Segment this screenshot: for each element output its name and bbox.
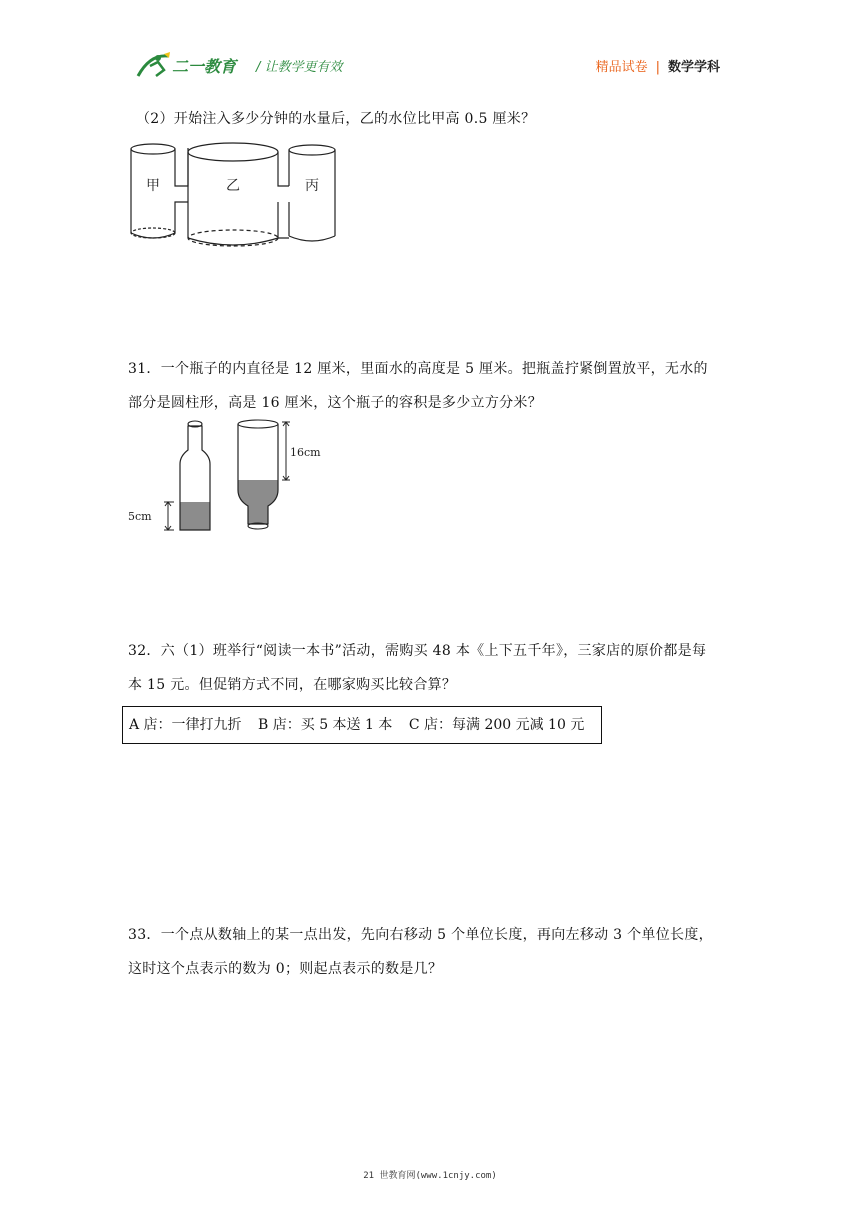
shop-a-offer: A 店：一律打九折	[129, 717, 242, 733]
container-yi-label: 乙	[226, 178, 240, 194]
brand-name: 二一教育	[172, 57, 237, 76]
question-31-line-2: 部分是圆柱形，高是 16 厘米，这个瓶子的容积是多少立方分米？	[128, 395, 543, 411]
bottle-figure	[128, 418, 328, 534]
question-30-2-text: （2）开始注入多少分钟的水量后，乙的水位比甲高 0.5 厘米？	[136, 111, 536, 127]
three-containers-figure	[128, 140, 338, 250]
question-32-line-1: 32．六（1）班举行“阅读一本书”活动，需购买 48 本《上下五千年》，三家店的原价都是每	[128, 643, 707, 659]
shop-b-offer: B 店：买 5 本送 1 本	[258, 717, 393, 733]
header-separator: |	[655, 60, 660, 75]
shop-c-offer: C 店：每满 200 元减 10 元	[408, 717, 585, 733]
container-bing-label: 丙	[305, 178, 319, 194]
header-label-subject: 数学学科	[667, 60, 720, 75]
label-16cm: 16cm	[290, 446, 321, 459]
question-32-line-2: 本 15 元。但促销方式不同，在哪家购买比较合算？	[128, 677, 457, 693]
slogan: / 让教学更有效	[256, 60, 343, 75]
container-jia-label: 甲	[146, 178, 160, 194]
page-footer: 21 世教育网(www.1cnjy.com)	[363, 1171, 497, 1181]
question-33-line-2: 这时这个点表示的数为 0；则起点表示的数是几？	[128, 961, 443, 977]
label-5cm: 5cm	[128, 510, 152, 523]
header-subject	[596, 56, 720, 75]
header-label-quality: 精品试卷	[595, 60, 648, 75]
question-33-line-1: 33．一个点从数轴上的某一点出发，先向右移动 5 个单位长度，再向左移动 3 个单位长度，	[128, 927, 713, 943]
question-31-line-1: 31．一个瓶子的内直径是 12 厘米，里面水的高度是 5 厘米。把瓶盖拧紧倒置放平，无水的	[128, 361, 708, 377]
shop-offers-box	[122, 706, 602, 744]
